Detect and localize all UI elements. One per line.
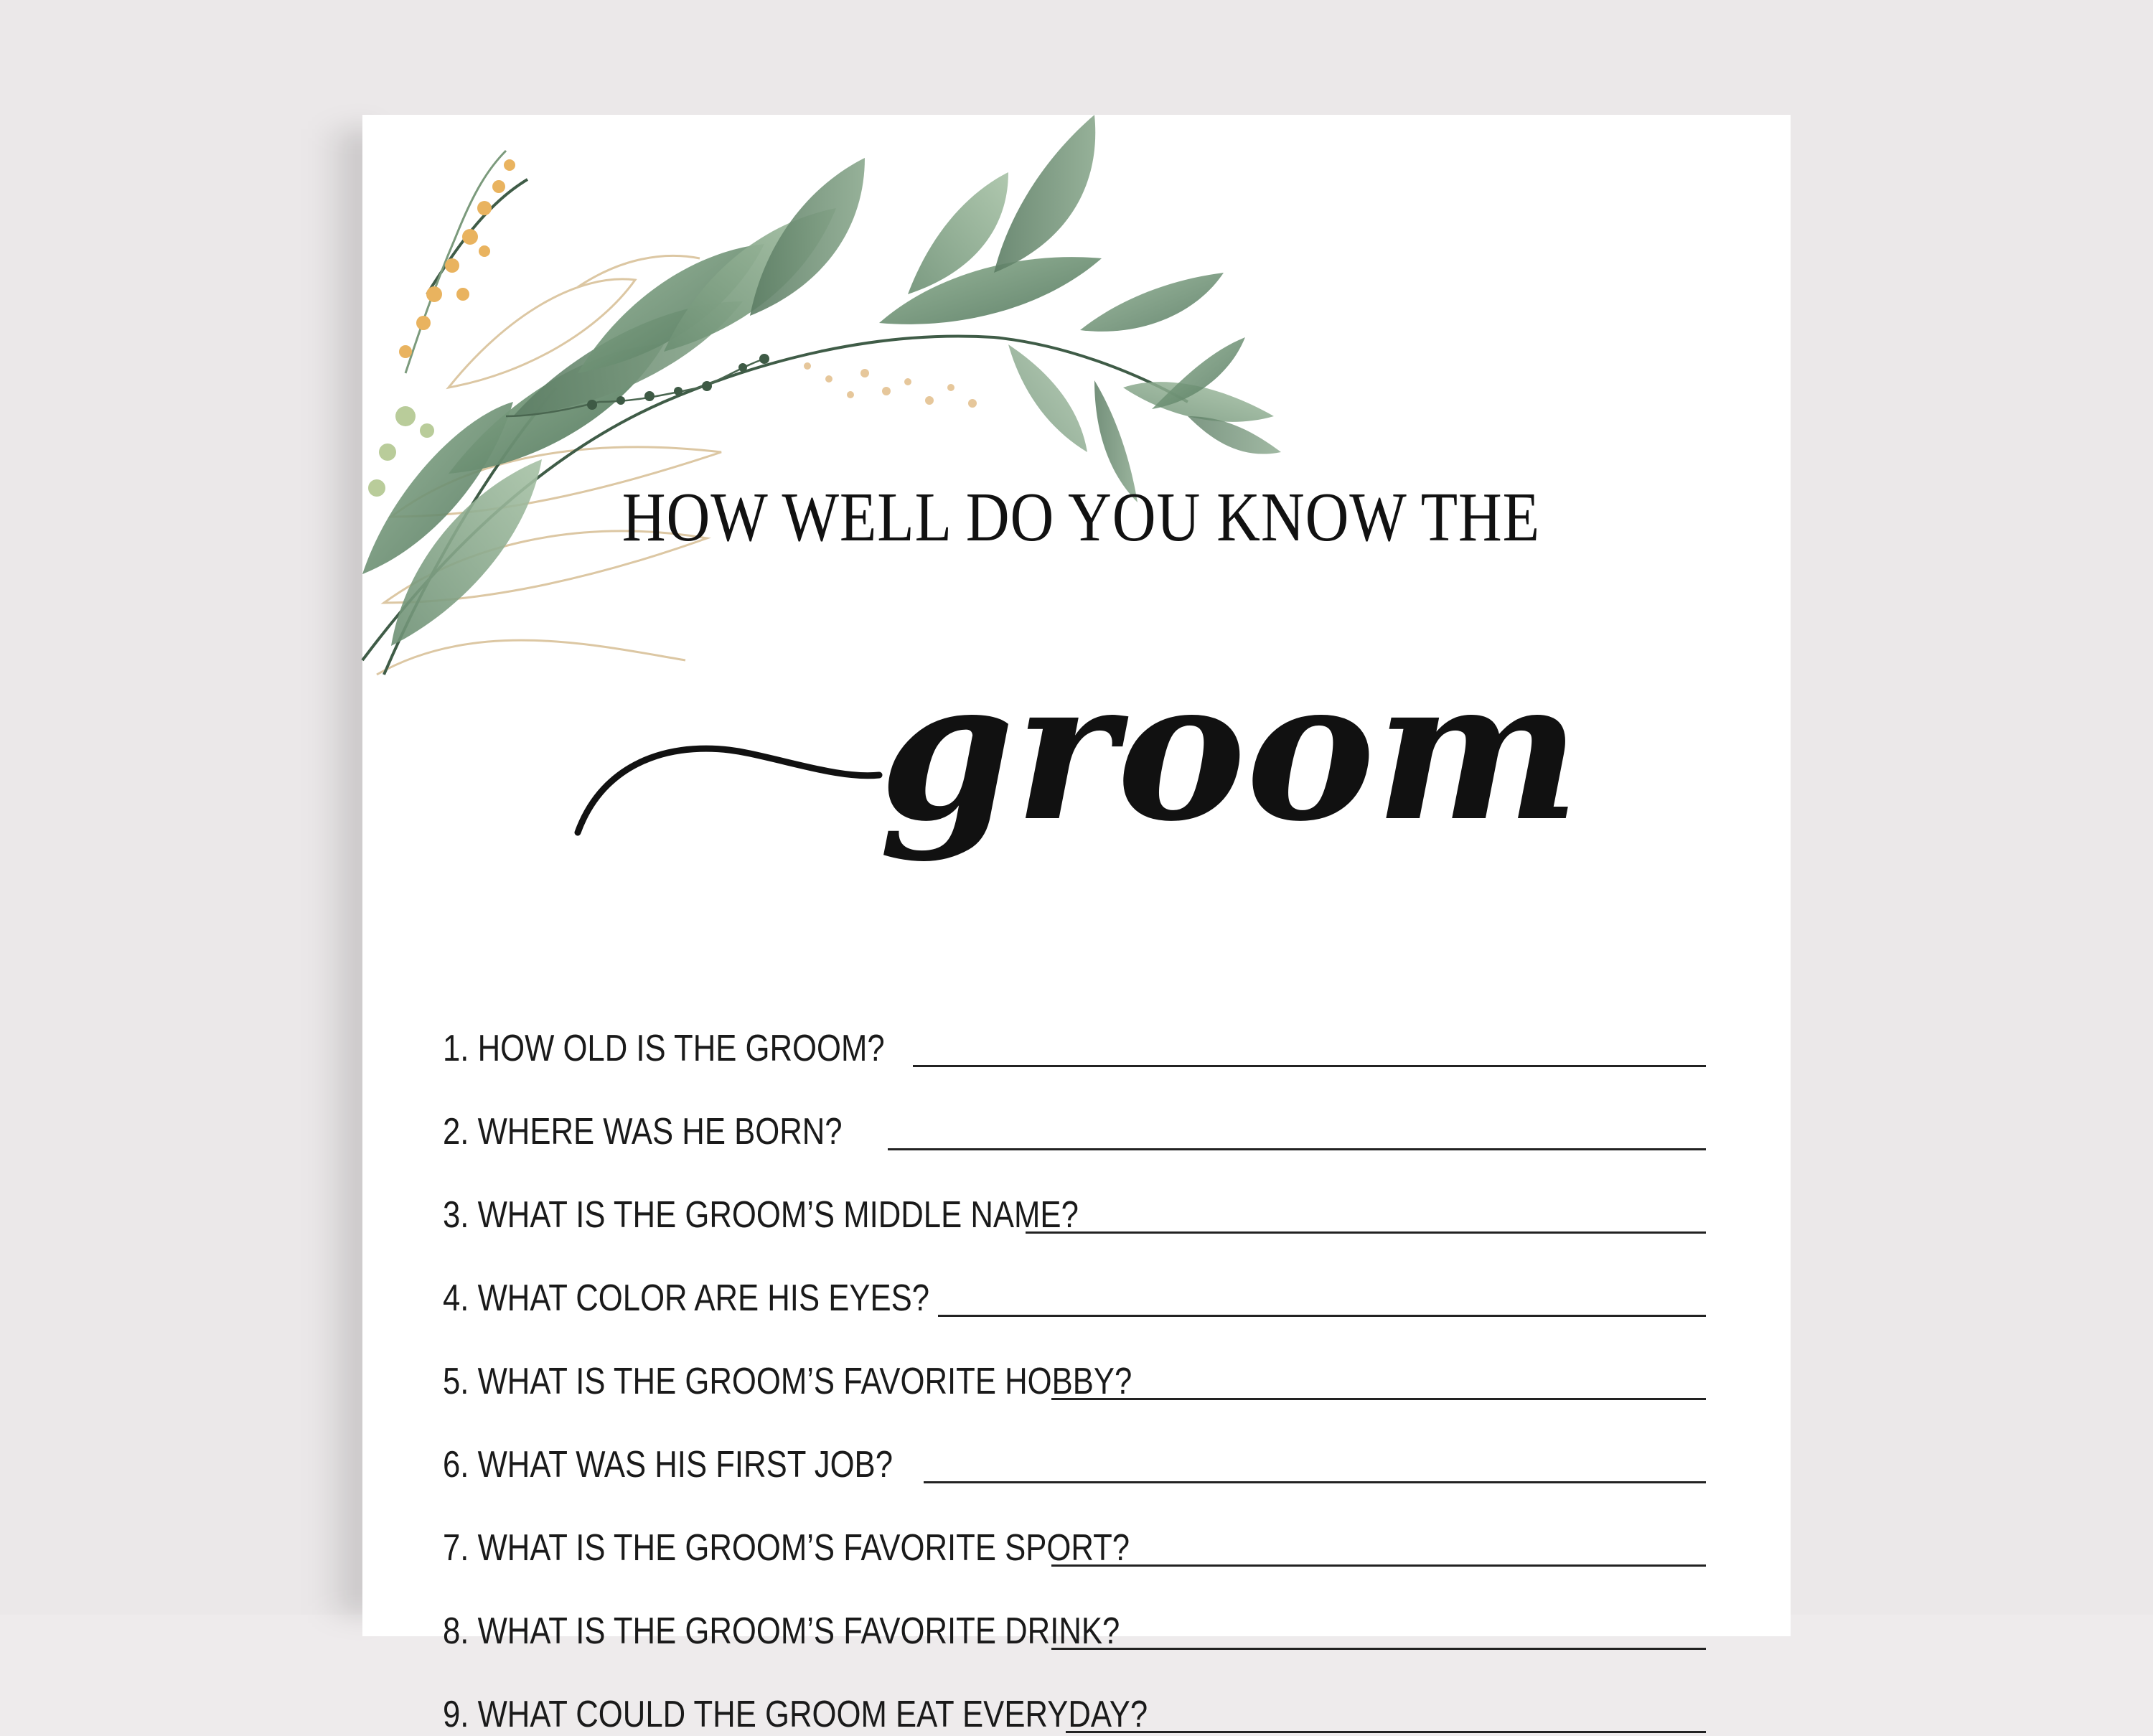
question-text: 7. WHAT IS THE GROOM’S FAVORITE SPORT? bbox=[443, 1527, 1130, 1569]
question-row bbox=[443, 1153, 1706, 1237]
question-text: 5. WHAT IS THE GROOM’S FAVORITE HOBBY? bbox=[443, 1361, 1132, 1402]
question-row bbox=[443, 1653, 1706, 1736]
answer-line[interactable] bbox=[1051, 1564, 1706, 1567]
question-text: 3. WHAT IS THE GROOM’S MIDDLE NAME? bbox=[443, 1194, 1079, 1236]
question-text: 9. WHAT COULD THE GROOM EAT EVERYDAY? bbox=[443, 1694, 1148, 1735]
question-text: 4. WHAT COLOR ARE HIS EYES? bbox=[443, 1277, 930, 1319]
answer-line[interactable] bbox=[1051, 1648, 1706, 1650]
script-heading bbox=[563, 574, 1740, 976]
question-row bbox=[443, 1570, 1706, 1653]
answer-line[interactable] bbox=[888, 1148, 1706, 1150]
question-row bbox=[443, 1070, 1706, 1153]
answer-line[interactable] bbox=[1051, 1398, 1706, 1400]
answer-line[interactable] bbox=[924, 1481, 1706, 1483]
script-word: groom bbox=[879, 636, 1580, 864]
printable-sheet bbox=[362, 115, 1791, 1735]
question-row bbox=[443, 1486, 1706, 1570]
question-row bbox=[443, 1237, 1706, 1320]
answer-line[interactable] bbox=[1066, 1731, 1706, 1733]
question-text: 2. WHERE WAS HE BORN? bbox=[443, 1111, 843, 1153]
question-row bbox=[443, 1403, 1706, 1486]
swash-flourish bbox=[578, 749, 879, 832]
question-text: 6. WHAT WAS HIS FIRST JOB? bbox=[443, 1444, 893, 1486]
answer-line[interactable] bbox=[938, 1315, 1706, 1317]
question-row bbox=[443, 1320, 1706, 1403]
question-text: 8. WHAT IS THE GROOM’S FAVORITE DRINK? bbox=[443, 1610, 1120, 1652]
answer-line[interactable] bbox=[1026, 1231, 1706, 1234]
question-list bbox=[443, 987, 1706, 1736]
page-title: HOW WELL DO YOU KNOW THE bbox=[621, 479, 1540, 556]
answer-line[interactable] bbox=[913, 1065, 1706, 1067]
question-row bbox=[443, 987, 1706, 1070]
question-text: 1. HOW OLD IS THE GROOM? bbox=[443, 1028, 885, 1069]
